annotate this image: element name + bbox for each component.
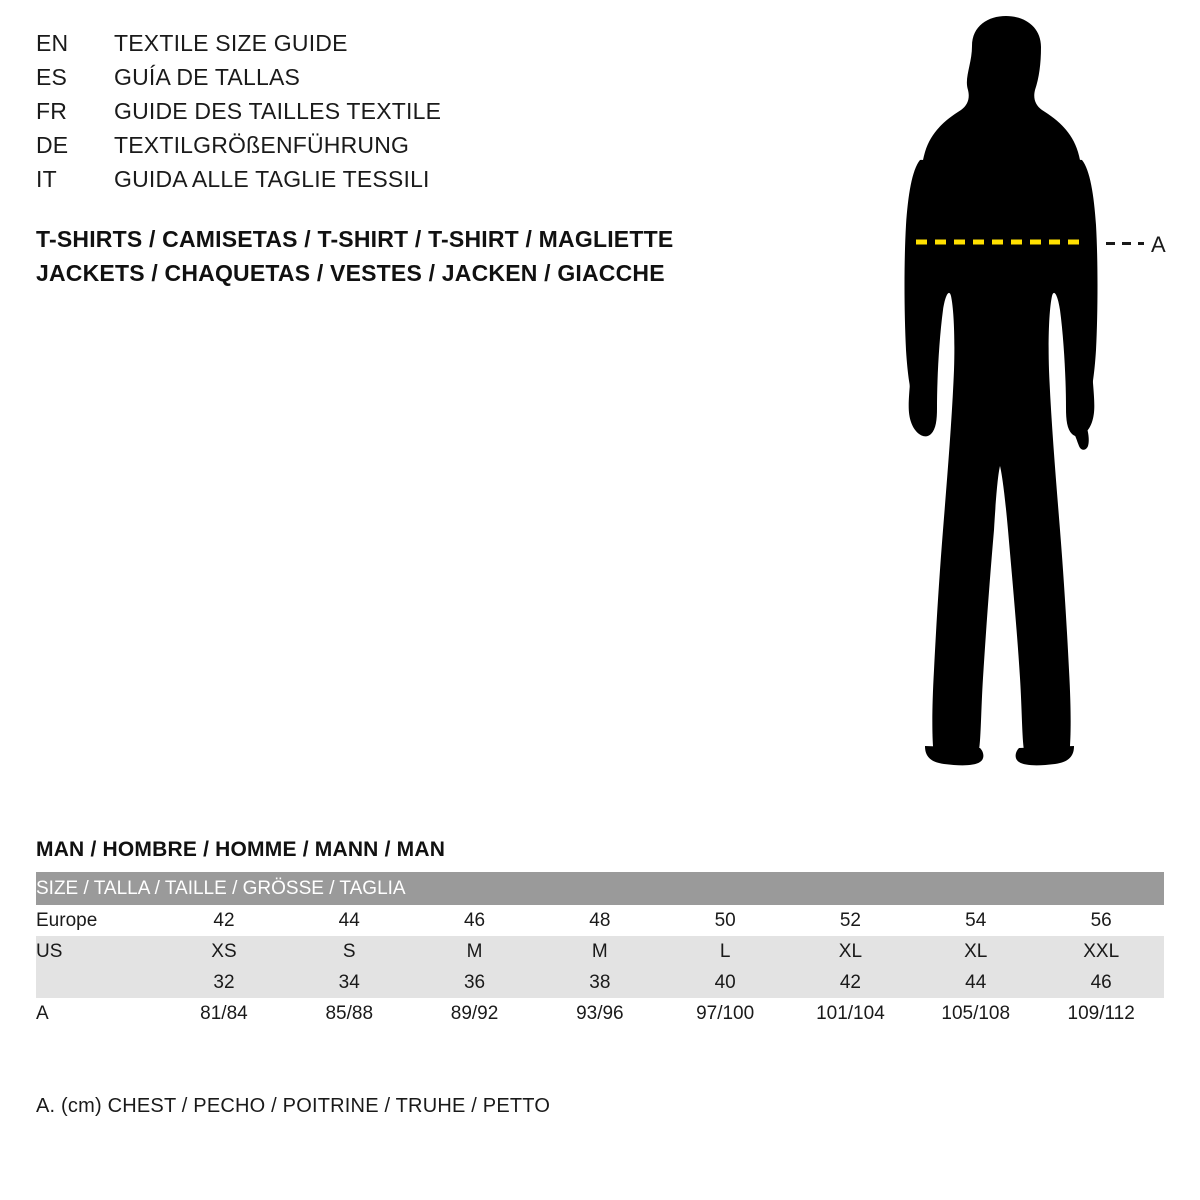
- table-row: [36, 936, 1164, 967]
- language-title: TEXTILGRÖßENFÜHRUNG: [114, 132, 410, 158]
- cell: 36: [412, 967, 537, 998]
- size-table: [36, 872, 1164, 1029]
- cell: L: [662, 936, 787, 967]
- table-group-title: MAN / HOMBRE / HOMME / MANN / MAN: [36, 838, 446, 861]
- row-label: [36, 967, 161, 998]
- cell: 32: [161, 967, 286, 998]
- cell: 34: [287, 967, 412, 998]
- cell: 56: [1038, 905, 1164, 936]
- language-code: ES: [36, 64, 68, 90]
- cell: 50: [662, 905, 787, 936]
- cell: 40: [662, 967, 787, 998]
- language-row: [36, 30, 756, 64]
- cell: 109/112: [1038, 998, 1164, 1029]
- cell: 81/84: [161, 998, 286, 1029]
- cell: 52: [788, 905, 913, 936]
- cell: 85/88: [287, 998, 412, 1029]
- row-label: A: [36, 998, 161, 1029]
- language-code: FR: [36, 98, 68, 124]
- row-label: US: [36, 936, 161, 967]
- cell: 44: [913, 967, 1038, 998]
- measure-label-a: A: [1151, 232, 1166, 257]
- cell: XS: [161, 936, 286, 967]
- category-tshirts: T-SHIRTS / CAMISETAS / T-SHIRT / T-SHIRT / MAGLIETTE: [36, 226, 674, 252]
- male-silhouette-icon: [820, 10, 1180, 800]
- cell: 44: [287, 905, 412, 936]
- cell: 97/100: [662, 998, 787, 1029]
- language-code: DE: [36, 132, 69, 158]
- cell: 48: [537, 905, 662, 936]
- language-title: GUIDE DES TAILLES TEXTILE: [114, 98, 442, 124]
- language-title: TEXTILE SIZE GUIDE: [114, 30, 348, 56]
- size-table-section: [36, 838, 1164, 1029]
- category-headings: [36, 222, 796, 290]
- cell: 101/104: [788, 998, 913, 1029]
- cell: 54: [913, 905, 1038, 936]
- language-row: [36, 98, 756, 132]
- cell: 46: [1038, 967, 1164, 998]
- cell: XL: [913, 936, 1038, 967]
- table-header-row: [36, 872, 1164, 905]
- language-title: GUIDA ALLE TAGLIE TESSILI: [114, 166, 430, 192]
- language-code: IT: [36, 166, 57, 192]
- cell: M: [412, 936, 537, 967]
- cell: XL: [788, 936, 913, 967]
- language-title: GUÍA DE TALLAS: [114, 64, 301, 90]
- cell: M: [537, 936, 662, 967]
- cell: 42: [161, 905, 286, 936]
- cell: 93/96: [537, 998, 662, 1029]
- cell: XXL: [1038, 936, 1164, 967]
- language-row: [36, 132, 756, 166]
- language-row: [36, 64, 756, 98]
- cell: 105/108: [913, 998, 1038, 1029]
- language-list: [36, 30, 756, 200]
- cell: 38: [537, 967, 662, 998]
- category-jackets: JACKETS / CHAQUETAS / VESTES / JACKEN / GIACCHE: [36, 260, 665, 286]
- cell: S: [287, 936, 412, 967]
- table-row: [36, 967, 1164, 998]
- measure-pointer-dashes: [1106, 242, 1144, 245]
- cell: 46: [412, 905, 537, 936]
- language-code: EN: [36, 30, 69, 56]
- row-label: Europe: [36, 905, 161, 936]
- cell: 89/92: [412, 998, 537, 1029]
- table-row: [36, 998, 1164, 1029]
- chest-footnote: A. (cm) CHEST / PECHO / POITRINE / TRUHE / PETTO: [36, 1095, 551, 1117]
- table-header-label: SIZE / TALLA / TAILLE / GRÖSSE / TAGLIA: [36, 872, 1164, 905]
- body-figure: [820, 10, 1180, 800]
- language-row: [36, 166, 756, 200]
- table-row: [36, 905, 1164, 936]
- cell: 42: [788, 967, 913, 998]
